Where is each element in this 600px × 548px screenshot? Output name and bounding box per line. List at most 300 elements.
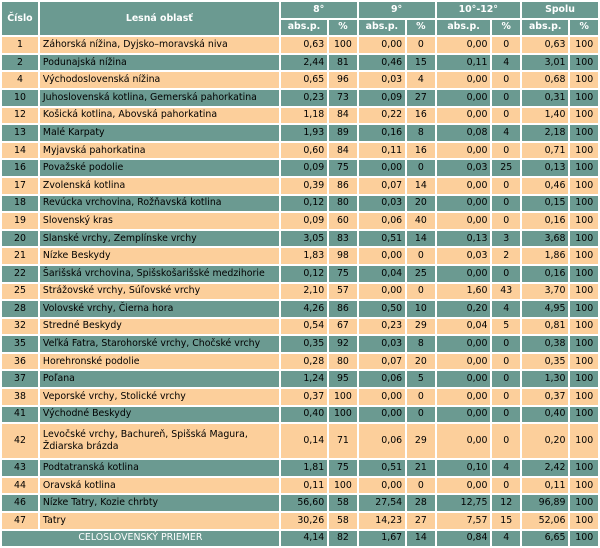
cell-percent: 100 [570,319,598,335]
cell-abs-value: 0,15 [522,196,568,212]
cell-percent: 100 [329,389,356,405]
cell-abs-value: 0,35 [281,336,327,352]
cell-abs-value: 0,31 [522,90,568,106]
cell-abs-value: 0,28 [281,354,327,370]
cell-abs-value: 0,22 [359,108,405,124]
table-row [2,284,598,300]
table-row [2,55,598,71]
cell-abs-value: 0,11 [359,143,405,159]
cell-abs-value: 1,83 [281,248,327,264]
cell-percent: 12 [492,495,519,511]
cell-percent: 8 [407,125,434,141]
header-forest-area: Lesná oblasť [40,2,279,35]
cell-abs-value: 0,54 [281,319,327,335]
cell-abs-value: 0,00 [437,143,491,159]
cell-abs-value: 0,40 [281,407,327,423]
cell-abs-value: 0,07 [359,354,405,370]
cell-abs-value: 0,68 [522,72,568,88]
cell-abs-value: 1,86 [522,248,568,264]
cell-abs-value: 1,40 [522,108,568,124]
cell-abs-value: 56,60 [281,495,327,511]
cell-abs-value: 0,00 [437,178,491,194]
row-number: 13 [2,125,38,141]
cell-abs-value: 1,67 [359,531,405,547]
cell-percent: 0 [407,37,434,53]
cell-percent: 58 [329,495,356,511]
cell-abs-value: 12,75 [437,495,491,511]
cell-percent: 40 [407,213,434,229]
cell-percent: 100 [570,248,598,264]
table-row [2,424,598,458]
cell-abs-value: 0,08 [437,125,491,141]
cell-abs-value: 0,07 [359,178,405,194]
table-row [2,354,598,370]
cell-percent: 4 [492,301,519,317]
cell-abs-value: 0,51 [359,460,405,476]
header-pct: % [407,20,434,36]
row-number: 22 [2,266,38,282]
cell-abs-value: 0,13 [437,231,491,247]
cell-percent: 4 [492,531,519,547]
cell-abs-value: 6,65 [522,531,568,547]
cell-abs-value: 0,20 [437,301,491,317]
cell-abs-value: 0,81 [522,319,568,335]
row-area-name: Revúcka vrchovina, Rožňavská kotlina [40,196,279,212]
cell-abs-value: 0,00 [437,354,491,370]
cell-percent: 0 [492,37,519,53]
row-number: 10 [2,90,38,106]
row-number: 41 [2,407,38,423]
header-group-8: 8° [281,2,357,18]
cell-percent: 100 [570,160,598,176]
cell-percent: 20 [407,196,434,212]
header-abs: abs.p. [359,20,405,36]
row-area-name: Volovské vrchy, Čierna hora [40,301,279,317]
cell-abs-value: 1,81 [281,460,327,476]
cell-abs-value: 30,26 [281,513,327,529]
table-row [2,371,598,387]
cell-abs-value: 0,00 [437,478,491,494]
cell-abs-value: 0,00 [359,248,405,264]
cell-abs-value: 0,00 [359,389,405,405]
cell-percent: 100 [570,424,598,458]
cell-abs-value: 96,89 [522,495,568,511]
cell-percent: 4 [492,55,519,71]
cell-abs-value: 0,51 [359,231,405,247]
cell-percent: 0 [492,371,519,387]
row-area-name: Malé Karpaty [40,125,279,141]
cell-percent: 100 [570,37,598,53]
row-number: 28 [2,301,38,317]
cell-abs-value: 0,00 [437,266,491,282]
cell-percent: 0 [492,108,519,124]
cell-percent: 29 [407,319,434,335]
cell-percent: 100 [570,460,598,476]
cell-percent: 8 [407,336,434,352]
cell-abs-value: 0,63 [522,37,568,53]
cell-abs-value: 0,09 [281,160,327,176]
table-row [2,178,598,194]
cell-percent: 100 [570,284,598,300]
row-area-name: Nízke Beskydy [40,248,279,264]
cell-abs-value: 1,30 [522,371,568,387]
cell-abs-value: 0,06 [359,371,405,387]
row-area-name: Levočské vrchy, Bachureň, Spišská Magura, Ždiarska brázda [40,424,279,458]
row-number: 19 [2,213,38,229]
cell-percent: 100 [570,301,598,317]
cell-abs-value: 0,37 [522,389,568,405]
cell-abs-value: 0,23 [281,90,327,106]
cell-abs-value: 1,60 [437,284,491,300]
cell-percent: 15 [492,513,519,529]
cell-percent: 0 [492,90,519,106]
cell-percent: 0 [492,407,519,423]
cell-percent: 96 [329,72,356,88]
row-area-name: Juhoslovenská kotlina, Gemerská pahorkatina [40,90,279,106]
cell-abs-value: 0,65 [281,72,327,88]
cell-abs-value: 0,11 [437,55,491,71]
cell-percent: 0 [492,213,519,229]
cell-percent: 75 [329,266,356,282]
header-group-total: Spolu [522,2,598,18]
cell-abs-value: 0,11 [522,478,568,494]
cell-abs-value: 0,03 [437,248,491,264]
cell-percent: 4 [492,460,519,476]
cell-percent: 29 [407,424,434,458]
cell-abs-value: 0,40 [522,407,568,423]
row-number: 37 [2,371,38,387]
cell-percent: 0 [407,478,434,494]
table-row [2,513,598,529]
cell-abs-value: 0,39 [281,178,327,194]
row-area-name: Košická kotlina, Abovská pahorkatina [40,108,279,124]
table-row [2,460,598,476]
cell-percent: 0 [407,284,434,300]
cell-percent: 0 [407,407,434,423]
row-number: 12 [2,108,38,124]
cell-abs-value: 0,37 [281,389,327,405]
row-area-name: Záhorská nížina, Dyjsko–moravská niva [40,37,279,53]
row-area-name: Veľká Fatra, Starohorské vrchy, Chočské vrchy [40,336,279,352]
cell-abs-value: 0,00 [437,336,491,352]
cell-percent: 58 [329,513,356,529]
row-number: 46 [2,495,38,511]
cell-percent: 100 [570,213,598,229]
cell-percent: 0 [492,336,519,352]
cell-abs-value: 0,00 [437,213,491,229]
cell-percent: 0 [407,248,434,264]
table-row [2,160,598,176]
cell-percent: 0 [492,478,519,494]
table-row [2,389,598,405]
cell-abs-value: 0,06 [359,213,405,229]
cell-percent: 0 [492,178,519,194]
cell-abs-value: 0,84 [437,531,491,547]
cell-abs-value: 0,09 [281,213,327,229]
cell-abs-value: 14,23 [359,513,405,529]
cell-percent: 86 [329,178,356,194]
cell-abs-value: 0,10 [437,460,491,476]
cell-percent: 100 [570,531,598,547]
cell-percent: 5 [492,319,519,335]
row-number: 44 [2,478,38,494]
cell-percent: 100 [570,108,598,124]
cell-abs-value: 0,06 [359,424,405,458]
header-number: Číslo [2,2,38,35]
cell-percent: 75 [329,160,356,176]
cell-percent: 100 [570,478,598,494]
cell-abs-value: 0,46 [359,55,405,71]
row-area-name: Považské podolie [40,160,279,176]
cell-percent: 100 [570,354,598,370]
cell-percent: 0 [492,354,519,370]
cell-abs-value: 0,04 [437,319,491,335]
cell-abs-value: 7,57 [437,513,491,529]
row-number: 16 [2,160,38,176]
cell-percent: 67 [329,319,356,335]
row-number: 32 [2,319,38,335]
cell-abs-value: 0,11 [281,478,327,494]
cell-abs-value: 0,60 [281,143,327,159]
row-area-name: Podtatranská kotlina [40,460,279,476]
cell-abs-value: 0,04 [359,266,405,282]
cell-percent: 100 [329,478,356,494]
cell-percent: 16 [407,108,434,124]
cell-percent: 100 [329,37,356,53]
table-row [2,90,598,106]
row-area-name: Strážovské vrchy, Súľovské vrchy [40,284,279,300]
cell-abs-value: 0,00 [437,37,491,53]
cell-percent: 84 [329,108,356,124]
cell-percent: 2 [492,248,519,264]
cell-percent: 3 [492,231,519,247]
cell-percent: 95 [329,371,356,387]
cell-percent: 21 [407,460,434,476]
cell-abs-value: 0,23 [359,319,405,335]
table-row [2,108,598,124]
table-body [2,37,598,546]
cell-abs-value: 0,71 [522,143,568,159]
cell-abs-value: 3,05 [281,231,327,247]
header-abs: abs.p. [281,20,327,36]
cell-abs-value: 0,35 [522,354,568,370]
cell-percent: 100 [329,407,356,423]
header-abs: abs.p. [522,20,568,36]
cell-abs-value: 0,38 [522,336,568,352]
cell-abs-value: 0,00 [437,72,491,88]
cell-abs-value: 3,68 [522,231,568,247]
cell-percent: 100 [570,196,598,212]
cell-percent: 14 [407,231,434,247]
header-pct: % [492,20,519,36]
total-row-label: CELOSLOVENSKÝ PRIEMER [2,531,279,547]
cell-abs-value: 0,20 [522,424,568,458]
cell-abs-value: 0,13 [522,160,568,176]
cell-percent: 73 [329,90,356,106]
cell-percent: 100 [570,72,598,88]
cell-abs-value: 0,03 [437,160,491,176]
cell-abs-value: 0,00 [359,478,405,494]
cell-percent: 80 [329,196,356,212]
cell-percent: 92 [329,336,356,352]
cell-percent: 25 [492,160,519,176]
row-number: 2 [2,55,38,71]
header-pct: % [570,20,598,36]
cell-percent: 15 [407,55,434,71]
row-area-name: Myjavská pahorkatina [40,143,279,159]
cell-abs-value: 4,26 [281,301,327,317]
cell-abs-value: 0,00 [437,90,491,106]
table-row [2,143,598,159]
cell-abs-value: 0,16 [359,125,405,141]
cell-percent: 14 [407,531,434,547]
row-number: 21 [2,248,38,264]
cell-abs-value: 0,16 [522,213,568,229]
cell-abs-value: 3,01 [522,55,568,71]
cell-percent: 20 [407,354,434,370]
cell-abs-value: 0,12 [281,196,327,212]
row-area-name: Slanské vrchy, Zemplínske vrchy [40,231,279,247]
cell-abs-value: 0,63 [281,37,327,53]
row-area-name: Nízke Tatry, Kozie chrbty [40,495,279,511]
cell-percent: 100 [570,389,598,405]
cell-abs-value: 0,00 [437,407,491,423]
cell-percent: 100 [570,266,598,282]
header-abs: abs.p. [437,20,491,36]
table-row [2,248,598,264]
cell-percent: 27 [407,90,434,106]
cell-abs-value: 2,42 [522,460,568,476]
table-row [2,196,598,212]
cell-percent: 16 [407,143,434,159]
cell-percent: 14 [407,178,434,194]
header-group-10-12: 10°-12° [437,2,520,18]
row-number: 14 [2,143,38,159]
cell-abs-value: 0,00 [437,424,491,458]
cell-abs-value: 0,03 [359,72,405,88]
cell-abs-value: 27,54 [359,495,405,511]
cell-percent: 10 [407,301,434,317]
cell-abs-value: 4,14 [281,531,327,547]
cell-percent: 86 [329,301,356,317]
cell-abs-value: 0,00 [437,389,491,405]
cell-abs-value: 0,12 [281,266,327,282]
table-row [2,231,598,247]
table-row [2,407,598,423]
cell-percent: 84 [329,143,356,159]
cell-percent: 57 [329,284,356,300]
cell-percent: 25 [407,266,434,282]
cell-abs-value: 0,03 [359,196,405,212]
row-area-name: Slovenský kras [40,213,279,229]
cell-abs-value: 1,24 [281,371,327,387]
cell-abs-value: 52,06 [522,513,568,529]
row-number: 47 [2,513,38,529]
table-row [2,266,598,282]
row-area-name: Podunajská nížina [40,55,279,71]
cell-percent: 89 [329,125,356,141]
cell-abs-value: 1,18 [281,108,327,124]
cell-abs-value: 2,18 [522,125,568,141]
total-row [2,531,598,547]
table-row [2,495,598,511]
row-area-name: Stredné Beskydy [40,319,279,335]
row-area-name: Oravská kotlina [40,478,279,494]
table-row [2,301,598,317]
cell-abs-value: 0,14 [281,424,327,458]
row-number: 17 [2,178,38,194]
row-number: 1 [2,37,38,53]
cell-percent: 27 [407,513,434,529]
cell-percent: 43 [492,284,519,300]
row-area-name: Tatry [40,513,279,529]
cell-percent: 100 [570,495,598,511]
cell-percent: 100 [570,336,598,352]
table-row [2,125,598,141]
cell-abs-value: 0,00 [359,407,405,423]
cell-abs-value: 0,16 [522,266,568,282]
table-row [2,319,598,335]
cell-percent: 75 [329,460,356,476]
table-row [2,478,598,494]
row-number: 20 [2,231,38,247]
cell-abs-value: 2,44 [281,55,327,71]
cell-percent: 100 [570,513,598,529]
header-pct: % [329,20,356,36]
cell-percent: 0 [492,424,519,458]
table-header [2,2,598,35]
cell-percent: 98 [329,248,356,264]
cell-percent: 60 [329,213,356,229]
cell-percent: 81 [329,55,356,71]
cell-percent: 0 [492,143,519,159]
row-area-name: Veporské vrchy, Stolické vrchy [40,389,279,405]
cell-percent: 100 [570,231,598,247]
table-row [2,213,598,229]
row-number: 36 [2,354,38,370]
cell-abs-value: 0,00 [437,371,491,387]
row-area-name: Zvolenská kotlina [40,178,279,194]
cell-percent: 100 [570,178,598,194]
cell-percent: 100 [570,143,598,159]
cell-abs-value: 0,09 [359,90,405,106]
cell-percent: 0 [492,389,519,405]
cell-abs-value: 0,00 [359,160,405,176]
row-area-name: Horehronské podolie [40,354,279,370]
row-area-name: Východné Beskydy [40,407,279,423]
cell-abs-value: 4,95 [522,301,568,317]
cell-abs-value: 0,00 [359,37,405,53]
cell-percent: 0 [492,266,519,282]
cell-percent: 82 [329,531,356,547]
table-row [2,72,598,88]
row-area-name: Šarišská vrchovina, Spišskošarišské medzihorie [40,266,279,282]
cell-percent: 100 [570,407,598,423]
row-number: 38 [2,389,38,405]
row-area-name: Východoslovenská nížina [40,72,279,88]
cell-abs-value: 1,93 [281,125,327,141]
cell-abs-value: 0,46 [522,178,568,194]
cell-abs-value: 3,70 [522,284,568,300]
cell-percent: 80 [329,354,356,370]
cell-percent: 5 [407,371,434,387]
cell-percent: 100 [570,90,598,106]
cell-percent: 100 [570,371,598,387]
cell-percent: 0 [407,160,434,176]
cell-abs-value: 0,00 [437,108,491,124]
row-number: 25 [2,284,38,300]
cell-abs-value: 0,00 [359,284,405,300]
